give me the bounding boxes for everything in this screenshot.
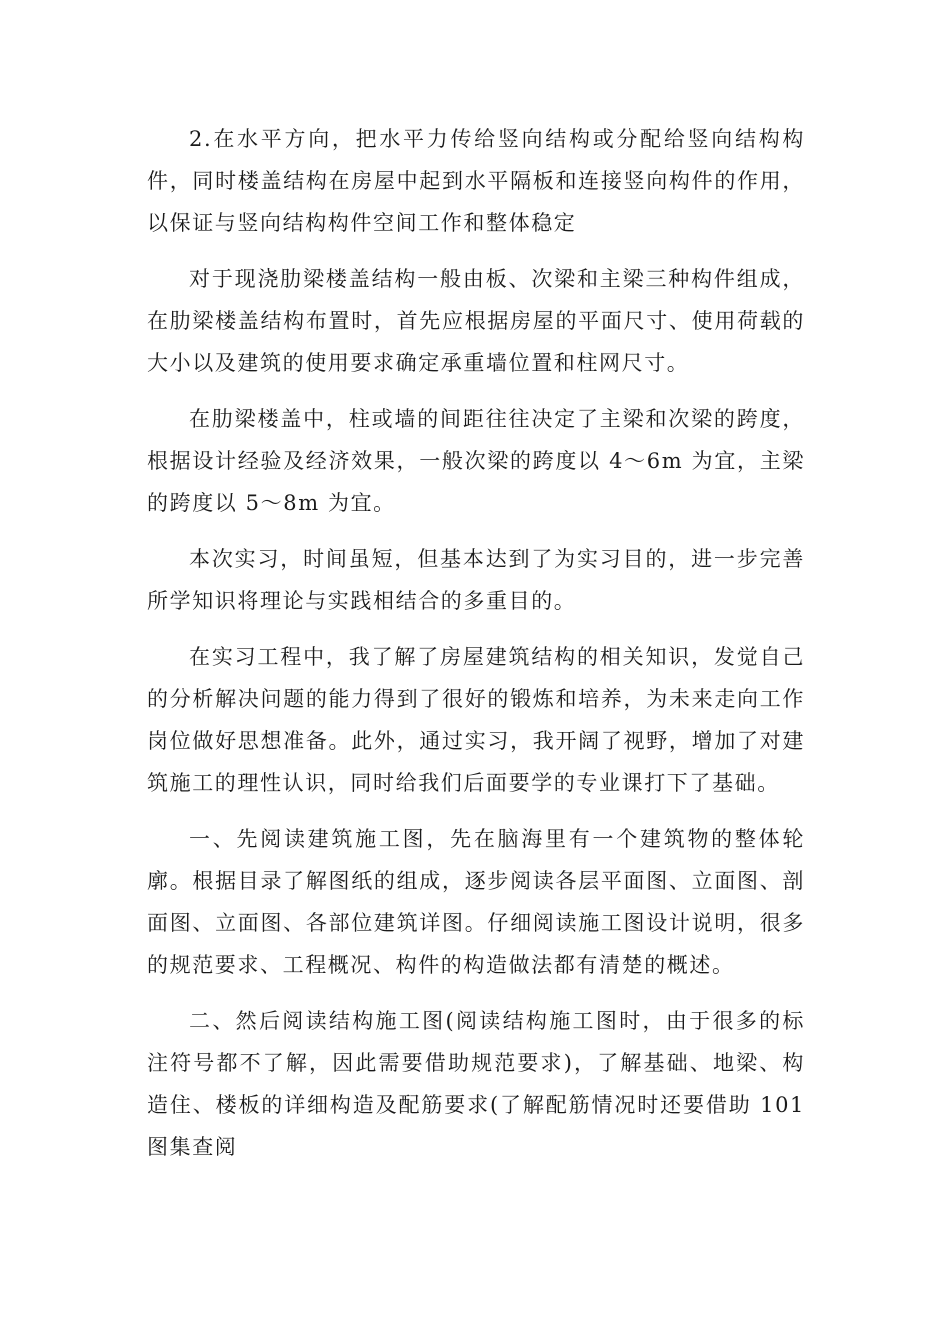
paragraph: 在肋梁楼盖中，柱或墙的间距往往决定了主梁和次梁的跨度，根据设计经验及经济效果，一般次梁的跨度以 4～6m 为宜，主梁的跨度以 5～8m 为宜。 <box>147 407 805 515</box>
paragraph: 对于现浇肋梁楼盖结构一般由板、次梁和主梁三种构件组成，在肋梁楼盖结构布置时，首先应根据房屋的平面尺寸、使用荷载的大小以及建筑的使用要求确定承重墙位置和柱网尺寸。 <box>147 267 805 375</box>
paragraph: 2.在水平方向，把水平力传给竖向结构或分配给竖向结构构件，同时楼盖结构在房屋中起到水平隔板和连接竖向构件的作用，以保证与竖向结构构件空间工作和整体稳定 <box>147 127 805 235</box>
paragraph: 二、然后阅读结构施工图(阅读结构施工图时，由于很多的标注符号都不了解，因此需要借助规范要求)，了解基础、地梁、构造住、楼板的详细构造及配筋要求(了解配筋情况时还要借助 101 图集查阅 <box>147 1009 805 1159</box>
document-body <box>147 118 805 1182</box>
paragraph: 一、先阅读建筑施工图，先在脑海里有一个建筑物的整体轮廓。根据目录了解图纸的组成，逐步阅读各层平面图、立面图、剖面图、立面图、各部位建筑详图。仔细阅读施工图设计说明，很多的规范要求、工程概况、构件的构造做法都有清楚的概述。 <box>147 827 805 977</box>
paragraph: 在实习工程中，我了解了房屋建筑结构的相关知识，发觉自己的分析解决问题的能力得到了很好的锻炼和培养，为未来走向工作岗位做好思想准备。此外，通过实习，我开阔了视野，增加了对建筑施工的理性认识，同时给我们后面要学的专业课打下了基础。 <box>147 645 805 795</box>
paragraph: 本次实习，时间虽短，但基本达到了为实习目的，进一步完善所学知识将理论与实践相结合的多重目的。 <box>147 547 805 613</box>
